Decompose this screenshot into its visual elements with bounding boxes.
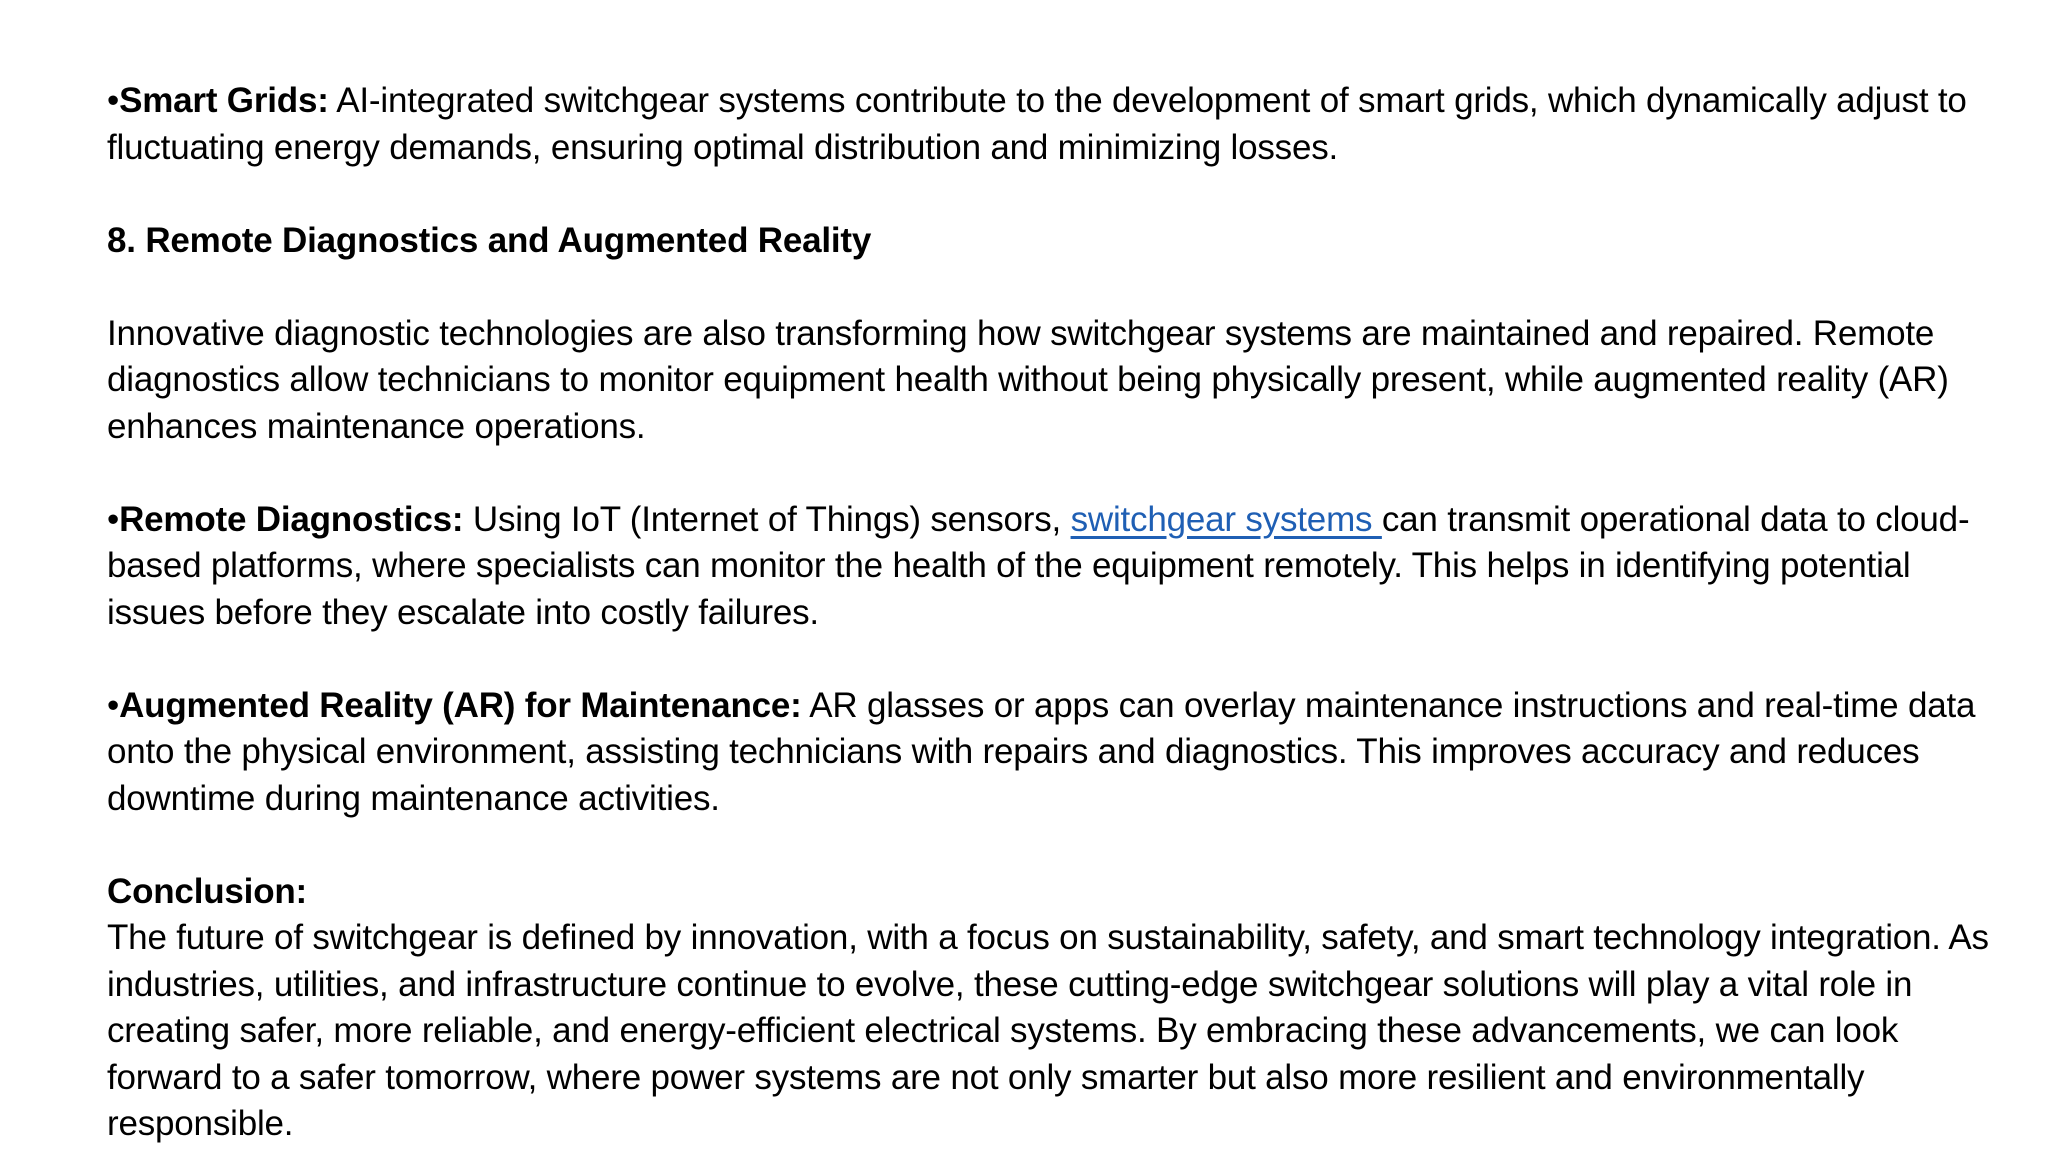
ar-maintenance-text: AR glasses or apps can overlay maintenance instructions and real-time data onto the physical environment, assisting technicians with repairs and diagnostics. This improves accuracy and reduces downtime during maintenance activities.: [107, 685, 1976, 818]
section-8-heading: 8. Remote Diagnostics and Augmented Reality: [107, 220, 872, 260]
remote-diagnostics-text-after: can transmit operational data to cloud-based platforms, where specialists can monitor the health of the equipment remotely. This helps in identifying potential issues before they escalate into costly failures.: [107, 499, 1970, 632]
conclusion-heading-line: [107, 869, 2007, 916]
section-8-intro: Innovative diagnostic technologies are also transforming how switchgear systems are maintained and repaired. Remote diagnostics allow technicians to monitor equipment health without being physically present, while augmented reality (AR) enhances maintenance operations.: [107, 313, 1949, 446]
smart-grids-text: AI-integrated switchgear systems contribute to the development of smart grids, which dynamically adjust to fluctuating energy demands, ensuring optimal distribution and minimizing losses.: [107, 81, 1967, 167]
spacer: [107, 636, 2007, 683]
spacer: [107, 450, 2007, 497]
conclusion-text: The future of switchgear is defined by innovation, with a focus on sustainability, safety, and smart technology integration. As industries, utilities, and infrastructure continue to evolve, these cutting-edge switchgear solutions will play a vital role in creating safer, more reliable, and energy-efficient electrical systems. By embracing these advancements, we can look forward to a safer tomorrow, where power systems are not only smarter but also more resilient and environmentally responsible.: [107, 918, 1989, 1143]
smart-grids-label: Smart Grids:: [119, 81, 329, 120]
spacer: [107, 264, 2007, 311]
ar-maintenance-paragraph: [107, 683, 2007, 823]
section-heading: [107, 218, 2007, 265]
ar-maintenance-label: Augmented Reality (AR) for Maintenance:: [119, 685, 802, 725]
remote-diagnostics-paragraph: [107, 497, 2007, 637]
remote-diagnostics-label: Remote Diagnostics:: [119, 499, 464, 539]
switchgear-systems-link[interactable]: switchgear systems: [1070, 499, 1382, 539]
bullet: •: [107, 685, 120, 725]
conclusion-heading: Conclusion:: [107, 871, 308, 911]
spacer: [107, 171, 2007, 218]
bullet: •: [107, 499, 120, 539]
remote-diagnostics-text-before: Using IoT (Internet of Things) sensors,: [463, 499, 1071, 539]
smart-grids-paragraph: [107, 78, 2007, 171]
bullet: •: [107, 81, 120, 120]
document-page: [107, 78, 2007, 1148]
spacer: [107, 822, 2007, 869]
